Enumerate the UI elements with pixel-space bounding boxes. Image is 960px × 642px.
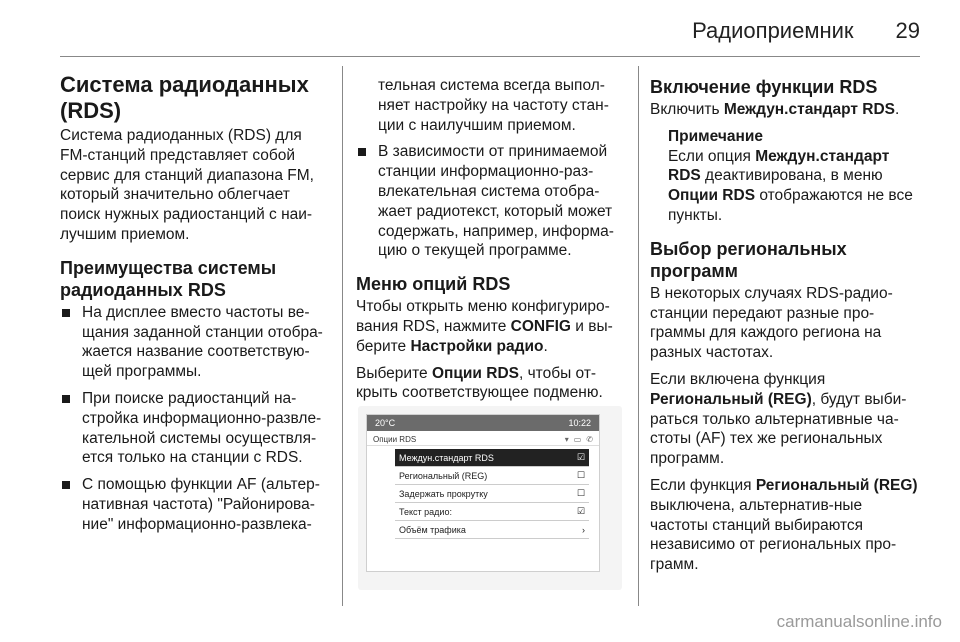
advantages-list-cont: [356, 76, 626, 261]
display-status-bar: [367, 415, 599, 431]
display-menu-header: [367, 433, 599, 446]
rds-heading: Система радиоданных (RDS): [60, 72, 309, 123]
list-item: На дисплее вместо частоты ве-щания заданной станции отобра-жается название соответствую-щей программы.: [60, 303, 332, 382]
menu-item-radio-text[interactable]: Текст радио: ☑: [395, 503, 589, 521]
checkbox-icon: ☐: [576, 488, 585, 498]
regional-heading: Выбор региональных программ: [650, 238, 847, 281]
advantages-list: [60, 303, 332, 535]
phone-icon: ✆: [586, 434, 593, 444]
rds-advantages-heading: Преимущества системы радиоданных RDS: [60, 257, 277, 300]
menu-title: Опции RDS: [373, 434, 417, 444]
temperature: 20°C: [375, 418, 396, 428]
menu-item-traffic-volume[interactable]: Объём трафика ›: [395, 521, 589, 539]
note-block: [650, 127, 922, 226]
page-header: [692, 18, 920, 44]
list-item: При поиске радиостанций на-стройка информационно-развле-кательной системы осуществля-ется только на станции с RDS.: [60, 389, 332, 468]
menu-item-regional[interactable]: Региональный (REG) ☐: [395, 467, 589, 485]
bullet-marker: [62, 481, 70, 489]
status-icons: [565, 435, 593, 444]
enable-rds-heading: Включение функции RDS: [650, 77, 878, 97]
rds-options-heading: Меню опций RDS: [356, 274, 511, 295]
note-title: Примечание: [668, 127, 763, 145]
bullet-marker: [62, 309, 70, 317]
regional-p1: В некоторых случаях RDS-радио-станции передают разные про-граммы для каждого региона на разных частотах.: [650, 284, 893, 362]
clock: 10:22: [568, 418, 591, 428]
menu-item-intl-rds[interactable]: Междун.стандарт RDS ☑: [395, 449, 589, 467]
column-1: [60, 72, 332, 542]
checkbox-icon: ☑: [576, 452, 585, 462]
column-divider-1: [342, 66, 343, 606]
radio-icon: ▭: [573, 434, 582, 444]
column-2: [356, 76, 626, 410]
signal-icon: ▾: [564, 434, 569, 444]
options-menu: [395, 449, 589, 539]
display-panel: [366, 414, 600, 572]
checkbox-icon: ☑: [576, 506, 585, 516]
regional-p2: Если включена функция Региональный (REG), будут выби-раться только альтернативные ча-стоты (AF) тех же региональных программ.: [650, 370, 907, 468]
section-title: Радиоприемник: [692, 18, 854, 43]
column-3: [650, 76, 922, 582]
list-item-continued: тельная система всегда выпол-няет настройку на частоту стан-ции с наилучшим приемом.: [378, 77, 609, 134]
bullet-marker: [62, 395, 70, 403]
rds-options-p2: Выберите Опции RDS, чтобы от-крыть соответствующее подменю.: [356, 364, 603, 402]
display-screenshot: [358, 406, 622, 590]
rds-options-p1: Чтобы открыть меню конфигуриро-вания RDS, нажмите CONFIG и вы-берите Настройки радио.: [356, 298, 613, 355]
enable-rds-text: Включить Междун.стандарт RDS.: [650, 101, 900, 118]
regional-p3: Если функция Региональный (REG) выключена, альтернатив-ные частоты станций выбираются независимо от региональных про-грамм.: [650, 476, 918, 574]
column-divider-2: [638, 66, 639, 606]
page-number: 29: [895, 18, 920, 43]
chevron-right-icon: ›: [582, 524, 585, 535]
header-rule: [60, 56, 920, 57]
bullet-marker: [358, 148, 366, 156]
checkbox-icon: ☐: [576, 470, 585, 480]
rds-intro: Система радиоданных (RDS) для FM-станций представляет собой сервис для станций диапазона FM, который значительно облегчает поиск нужных радиостанций с наи-лучшим приемом.: [60, 127, 314, 243]
menu-item-scroll-hold[interactable]: Задержать прокрутку ☐: [395, 485, 589, 503]
note-text: Если опция Междун.стандарт RDS деактивирована, в меню Опции RDS отображаются не все пункты.: [668, 147, 913, 224]
watermark: carmanualsonline.info: [776, 612, 942, 631]
list-item: В зависимости от принимаемой станции информационно-раз-влекательная система отобра-жает радиотекст, который может содержать, например, информа-цию о текущей программе.: [356, 142, 626, 261]
list-item: С помощью функции AF (альтер-нативная частота) "Районирова-ние" информационно-развлека-: [60, 475, 332, 534]
